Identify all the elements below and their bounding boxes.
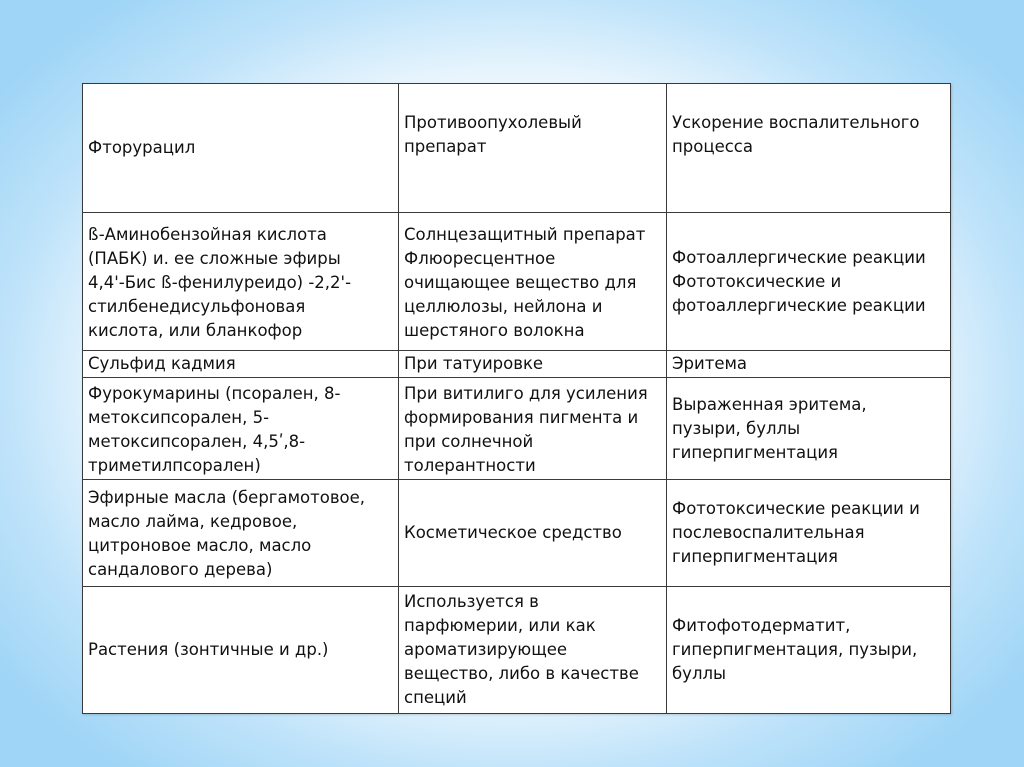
reaction-cell: Ускорение воспалительного процесса (667, 84, 951, 213)
table-row (83, 84, 951, 213)
table-row (83, 213, 951, 351)
substance-cell: ß-Аминобензойная кислота (ПАБК) и. ее сложные эфиры 4,4'-Бис ß-фенилуреидо) -2,2'- стилбенедисульфоновая кислота, или бланкофор (83, 213, 399, 351)
application-cell: При витилиго для усиления формирования пигмента и при солнечной толерантности (399, 378, 667, 480)
application-cell: Солнцезащитный препарат Флюоресцентное очищающее вещество для целлюлозы, нейлона и шерстяного волокна (399, 213, 667, 351)
table-row (83, 351, 951, 378)
application-cell: Противоопухолевый препарат (399, 84, 667, 213)
substance-cell: Фурокумарины (псорален, 8- метоксипсорален, 5- метоксипсорален, 4,5ʹ,8- триметилпсорален) (83, 378, 399, 480)
table-row (83, 378, 951, 480)
reaction-cell: Фототоксические реакции и послевоспалительная гиперпигментация (667, 480, 951, 587)
table-row (83, 587, 951, 714)
reaction-cell: Эритема (667, 351, 951, 378)
substance-cell: Сульфид кадмия (83, 351, 399, 378)
application-cell: Используется в парфюмерии, или как ароматизирующее вещество, либо в качестве специй (399, 587, 667, 714)
application-cell: При татуировке (399, 351, 667, 378)
application-cell: Косметическое средство (399, 480, 667, 587)
photosensitizer-table (82, 83, 951, 714)
reaction-cell: Фотоаллергические реакции Фототоксические и фотоаллергические реакции (667, 213, 951, 351)
substance-cell: Фторурацил (83, 84, 399, 213)
substance-cell: Эфирные масла (бергамотовое, масло лайма, кедровое, цитроновое масло, масло сандалового дерева) (83, 480, 399, 587)
substance-cell: Растения (зонтичные и др.) (83, 587, 399, 714)
table-row (83, 480, 951, 587)
reaction-cell: Выраженная эритема, пузыри, буллы гиперпигментация (667, 378, 951, 480)
reaction-cell: Фитофотодерматит, гиперпигментация, пузыри, буллы (667, 587, 951, 714)
